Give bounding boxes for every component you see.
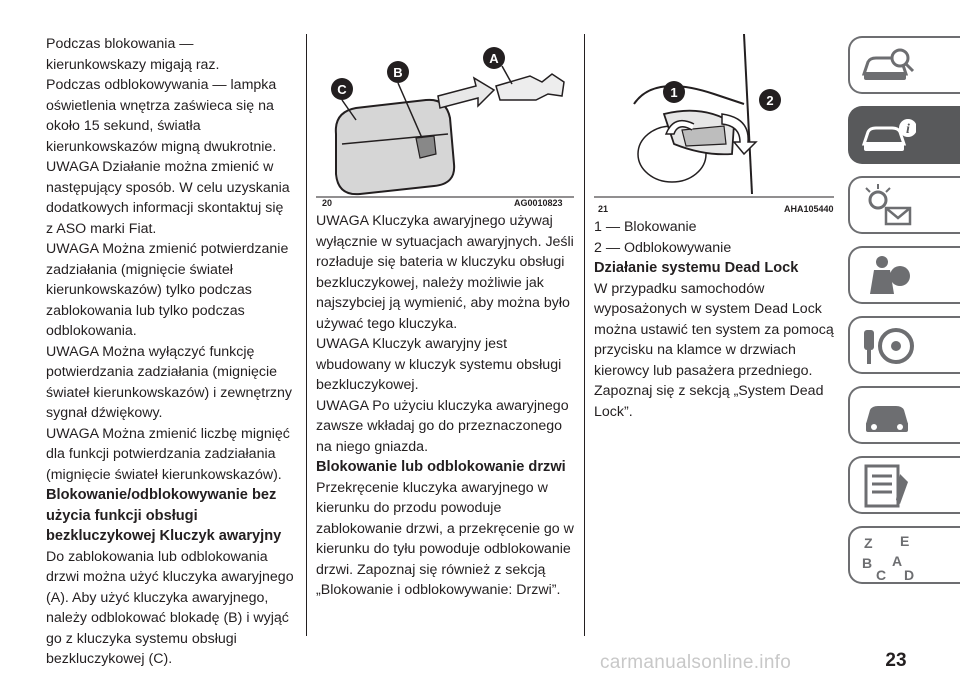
svg-text:C: C <box>876 567 887 583</box>
paragraph: UWAGA Kluczyk awaryjny jest wbudowany w kluczyk systemu obsługi bezkluczykowej. <box>316 336 562 393</box>
watermark: carmanualsonline.info <box>600 652 792 673</box>
warning-lights-icon <box>860 184 916 228</box>
tab-checklist[interactable] <box>848 456 960 514</box>
paragraph: UWAGA Kluczyka awaryjnego używaj wyłącznie w sytuacjach awaryjnych. Jeśli rozładuje się bateria w kluczyku obsługi bezkluczykowej, należy możliwie jak najszybciej ją wymienić, aby można było używać tego kluczyka. <box>316 213 574 332</box>
tab-car-search[interactable] <box>848 36 960 94</box>
door-lock-illustration <box>594 34 834 210</box>
car-service-icon <box>860 394 916 438</box>
label-1: 1 <box>670 85 678 100</box>
column-left <box>46 34 294 670</box>
paragraph: UWAGA Można zmienić liczbę mignięć dla funkcji potwierdzania zadziałania (mignięcie świateł kierunkowskazów). <box>46 425 290 483</box>
figure-emergency-key <box>316 34 574 210</box>
paragraph: UWAGA Po użyciu kluczyka awaryjnego zawsze wkładaj go do przeznaczonego na niego gniazda. <box>316 397 569 455</box>
label-a: A <box>489 51 499 66</box>
figure-number: 21 <box>598 204 609 214</box>
svg-text:A: A <box>892 553 903 569</box>
tab-car-service[interactable] <box>848 386 960 444</box>
tab-warning-lights[interactable] <box>848 176 960 234</box>
label-b: B <box>393 65 403 80</box>
svg-text:B: B <box>862 555 873 571</box>
paragraph: Do zablokowania lub odblokowania drzwi można użyć kluczyka awaryjnego (A). Aby użyć kluczyka awaryjnego, należy odblokować blokadę (B) i wyjąć go z kluczyka systemu obsługi bezkluczykowej (C). <box>46 548 294 667</box>
svg-text:i: i <box>906 122 910 137</box>
figure-door-lock <box>594 34 834 210</box>
key-illustration <box>316 34 574 210</box>
airbag-safety-icon <box>860 254 916 298</box>
svg-text:E: E <box>900 534 910 549</box>
figure-code: AG0010823 <box>514 198 563 208</box>
svg-text:D: D <box>904 567 915 583</box>
paragraph: UWAGA Można wyłączyć funkcję potwierdzania zadziałania (mignięcie świateł kierunkowskazów) i zewnętrzny sygnał dźwiękowy. <box>46 343 293 421</box>
section-heading: Blokowanie/odblokowywanie bez użycia funkcji obsługi bezkluczykowej Kluczyk awaryjny <box>46 487 282 544</box>
car-info-icon <box>860 114 916 158</box>
column-divider <box>306 34 307 636</box>
tab-car-info[interactable] <box>848 106 960 164</box>
list-item: 2 — Odblokowywanie <box>594 239 732 256</box>
figure-code: AHA105440 <box>784 204 834 214</box>
alphabet-index-icon <box>860 534 920 584</box>
section-heading: Działanie systemu Dead Lock <box>594 260 799 276</box>
label-2: 2 <box>766 93 774 108</box>
paragraph: UWAGA Można zmienić potwierdzanie zadziałania (mignięcie świateł kierunkowskazów) tylko podczas zablokowania lub tylko podczas odblokowania. <box>46 241 289 339</box>
paragraph: Przekręcenie kluczyka awaryjnego w kierunku do przodu powoduje zablokowanie drzwi, a przekręcenie go w kierunku do tyłu powoduje odblokowanie drzwi. Zapoznaj się również z sekcją „Blokowanie i odblokowywanie: Drzwi”. <box>316 479 574 598</box>
list-item: 1 — Blokowanie <box>594 219 697 235</box>
paragraph: UWAGA Działanie można zmienić w następujący sposób. W celu uzyskania dodatkowych informacji skontaktuj się z ASO marki Fiat. <box>46 159 290 237</box>
car-search-icon <box>860 44 916 88</box>
column-middle <box>316 211 574 601</box>
tab-steering-key[interactable] <box>848 316 960 374</box>
checklist-icon <box>860 464 916 508</box>
label-c: C <box>337 82 347 97</box>
tab-airbag-safety[interactable] <box>848 246 960 304</box>
column-divider <box>584 34 585 636</box>
steering-wheel-key-icon <box>860 324 916 368</box>
page-number: 23 <box>885 650 907 671</box>
figure-number: 20 <box>322 198 333 208</box>
section-heading: Blokowanie lub odblokowanie drzwi <box>316 459 566 475</box>
column-right <box>594 217 834 422</box>
paragraph: Podczas blokowania — kierunkowskazy migają raz. <box>46 36 220 73</box>
paragraph: Podczas odblokowywania — lampka oświetlenia wnętrza zaświeca się na około 15 sekund, światła kierunkowskazów migną dwukrotnie. <box>46 77 277 155</box>
svg-text:Z: Z <box>864 535 873 551</box>
tab-alphabet-index[interactable] <box>848 526 960 584</box>
paragraph: W przypadku samochodów wyposażonych w system Dead Lock można ustawić ten system za pomocą przycisku na klamce w drzwiach kierowcy lub pasażera przedniego. Zapoznaj się z sekcją „System Dead Lock”. <box>594 280 834 420</box>
